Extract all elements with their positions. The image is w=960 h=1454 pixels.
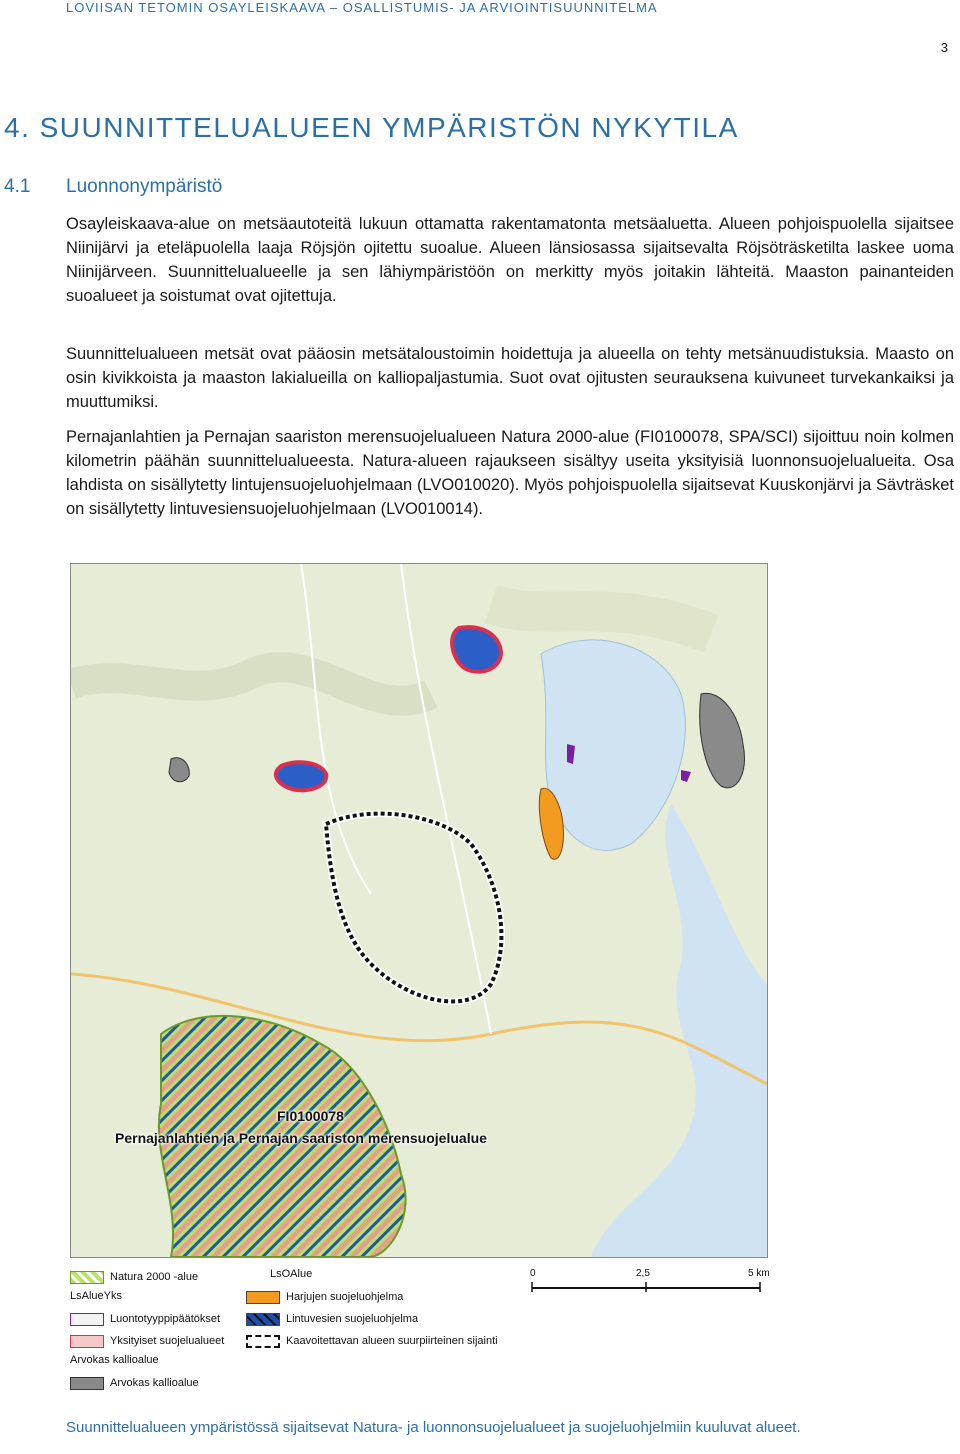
map-legend <box>70 1266 770 1401</box>
legend-label: Arvokas kallioalue <box>110 1377 199 1389</box>
protected-areas-map <box>70 563 768 1258</box>
legend-item-esker <box>246 1288 403 1306</box>
paragraph: Osayleiskaava-alue on metsäautoteitä lukuun ottamatta rakentamatonta metsäaluetta. Alueen pohjoispuolella sijaitsee Niinijärvi ja eteläpuolella laaja Röjsjön ojitettu suoalue. Alueen länsiosassa sijaitsevalta Röjsöträsketilta laskee uoma Niinijärveen. Suunnittelualueelle ja sen lähiympäristöön on merkitty myös joitakin lähteitä. Maaston painanteiden suoalueet ja soistumat ovat ojitettuja. <box>66 215 954 305</box>
section-heading: 4. SUUNNITTELUALUEEN YMPÄRISTÖN NYKYTILA <box>4 112 739 143</box>
scale-tick: 5 km <box>748 1268 770 1279</box>
page-number: 3 <box>940 40 948 55</box>
legend-label: Luontotyyppipäätökset <box>110 1313 221 1325</box>
legend-item-private <box>70 1332 224 1350</box>
rock-swatch <box>70 1377 104 1390</box>
paragraph: Pernajanlahtien ja Pernajan saariston merensuojelualueen Natura 2000-alue (FI0100078, SPA/SCI) sijoittuu noin kolmen kilometrin päähän suunnittelualueesta. Natura-alueen rajaukseen sisältyy useita yksityisiä luonnonsuojelualueita. Osa lahdista on sisällytetty lintujensuojeluohjelmaan (LVO010020). Myös pohjoispuolella sijaitsevat Kuuskonjärvi ja Sävträsket on sisällytetty lintuvesiensuojeluohjelmaan (LVO010014). <box>66 428 954 518</box>
legend-item-natura <box>70 1268 198 1286</box>
legend-label: Harjujen suojeluohjelma <box>286 1291 404 1303</box>
subsection-heading <box>4 176 222 198</box>
scale-tick: 0 <box>530 1268 536 1279</box>
running-header: LOVIISAN TETOMIN OSAYLEISKAAVA – OSALLISTUMIS- JA ARVIOINTISUUNNITELMA <box>66 0 658 15</box>
paragraph: Suunnittelualueen metsät ovat pääosin metsätaloustoimin hoidettuja ja alueella on tehty metsänuudistuksia. Maasto on osin kivikkoista ja maaston lakialueilla on kalliopaljastumia. Suot ovat ojitusten seurauksena kuivuneet turvekankaiksi ja muuttumiksi. <box>66 345 954 411</box>
legend-label: Lintuvesien suojeluohjelma <box>286 1313 419 1325</box>
scale-bar <box>530 1268 770 1298</box>
private-swatch <box>70 1335 104 1348</box>
natura-name-label: Pernajanlahtien ja Pernajan saariston merensuojelualue <box>115 1130 487 1146</box>
legend-item-habitat <box>70 1310 220 1328</box>
legend-item-rock <box>70 1374 199 1392</box>
subsection-title: Luonnonympäristö <box>66 176 223 197</box>
bird-waters-swatch <box>246 1313 280 1326</box>
legend-group-heading: Arvokas kallioalue <box>70 1354 159 1366</box>
legend-item-bird-waters <box>246 1310 418 1328</box>
legend-group-heading: LsAlueYks <box>70 1290 122 1302</box>
natura-code-label: FI0100078 <box>277 1108 344 1124</box>
map-canvas <box>71 564 767 1257</box>
legend-label: Natura 2000 -alue <box>110 1271 199 1283</box>
esker-swatch <box>246 1291 280 1304</box>
scale-bar-graphic <box>530 1268 770 1298</box>
legend-label: Kaavoitettavan alueen suurpiirteinen sijainti <box>286 1335 498 1347</box>
figure-caption: Suunnittelualueen ympäristössä sijaitsevat Natura- ja luonnonsuojelualueet ja suojeluohjelmiin kuuluvat alueet. <box>66 1419 801 1436</box>
natura-swatch <box>70 1271 104 1284</box>
scale-tick: 2,5 <box>636 1268 650 1279</box>
planning-area-swatch <box>246 1335 280 1348</box>
subsection-number: 4.1 <box>4 176 31 197</box>
legend-group-heading: LsOAlue <box>270 1268 313 1280</box>
habitat-swatch <box>70 1313 104 1326</box>
legend-label: Yksityiset suojelualueet <box>110 1335 225 1347</box>
legend-item-planning-area <box>246 1332 498 1350</box>
